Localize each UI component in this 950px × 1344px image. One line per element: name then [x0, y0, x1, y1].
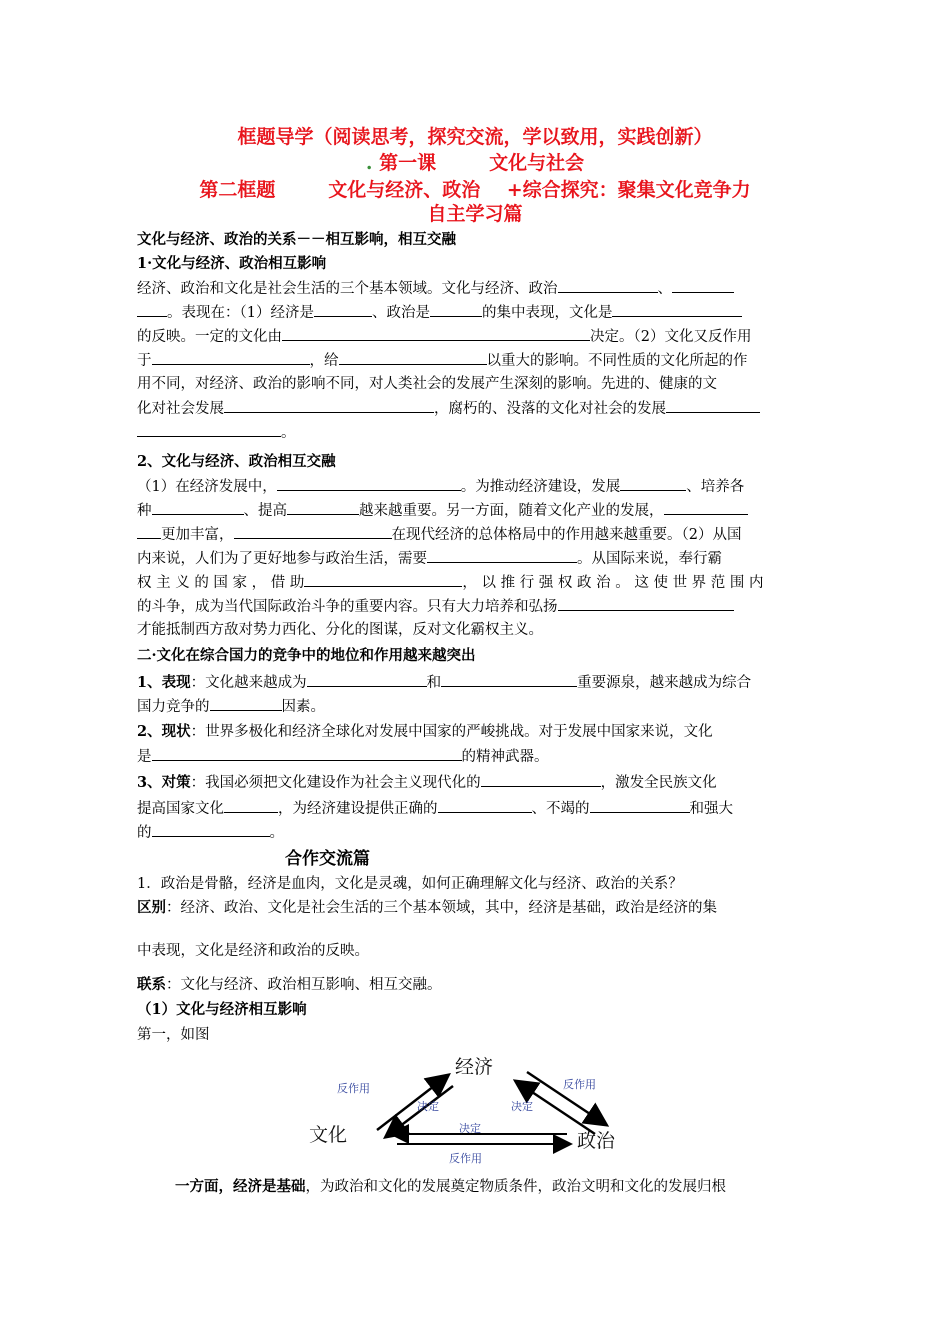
text-span: 国力竞争的: [137, 699, 210, 715]
text-span: 的精神武器。: [461, 749, 549, 765]
label-reaction-right: 反作用: [563, 1078, 596, 1091]
text-span: 和强大: [689, 801, 733, 817]
fill-blank[interactable]: [234, 524, 392, 539]
text-span: 提高国家文化: [137, 801, 224, 817]
paragraph-line: 用不同，对经济、政治的影响不同，对人类社会的发展产生深刻的影响。先进的、健康的文: [137, 376, 717, 392]
fill-blank[interactable]: [438, 798, 532, 813]
text-span: ：世界多极化和经济全球化对发展中国家的严峻挑战。对于发展中国家来说，文化: [190, 724, 713, 740]
text-span: 是: [137, 749, 152, 765]
text-span: ：文化越来越成为: [190, 675, 307, 691]
paragraph-line: [137, 746, 817, 767]
text-span: 的: [137, 825, 152, 841]
text-span: 、: [657, 281, 672, 297]
text-span: 和: [426, 675, 442, 691]
title-line-3: 第二框题 文化与经济、政治 +综合探究：聚集文化竞争力: [199, 179, 751, 201]
fill-blank[interactable]: [590, 798, 690, 813]
text-span: ，为经济建设提供正确的: [278, 801, 438, 817]
fill-blank[interactable]: [664, 500, 748, 515]
paragraph-line: [137, 772, 817, 793]
label: 区别: [137, 899, 166, 916]
paragraph-line: [137, 975, 817, 995]
paragraph-line: [137, 302, 817, 323]
text-span: 。为推动经济建设，发展: [460, 479, 621, 495]
text-span: ，为政治和文化的发展奠定物质条件，政治文明和文化的发展归根: [305, 1179, 726, 1195]
node-politics: 政治: [577, 1130, 616, 1152]
section-title-self-study: 自主学习篇: [427, 203, 523, 225]
fill-blank[interactable]: [339, 350, 487, 365]
fill-blank[interactable]: [558, 596, 734, 611]
paragraph-line: [175, 1177, 855, 1197]
text-span: ：文化与经济、政治相互影响、相互交融。: [166, 977, 442, 993]
fill-blank[interactable]: [277, 476, 461, 491]
text-span: 更加丰富，: [161, 527, 234, 543]
paragraph-line: [137, 548, 817, 569]
subheading-culture-economy: （1）文化与经济相互影响: [137, 1001, 307, 1018]
text-span: ，激发全民族文化: [600, 775, 717, 791]
text-span: 在现代经济的总体格局中的作用越来越重要。（2）从国: [391, 527, 742, 543]
paragraph-line: [137, 476, 817, 497]
label-reaction-left: 反作用: [337, 1082, 370, 1095]
paragraph-line: [137, 278, 817, 299]
text-span: 内来说，人们为了更好地参与政治生活，需要: [137, 551, 427, 567]
paragraph-line: [137, 898, 817, 918]
text-span: 的斗争，成为当代国际政治斗争的重要内容。只有大力培养和弘扬: [137, 599, 558, 615]
text-span: 的反映。一定的文化由: [137, 329, 282, 345]
label: 2、现状: [137, 723, 191, 740]
text-span: 重要源泉，越来越成为综合: [577, 675, 752, 691]
text-span: 的集中表现，文化是: [481, 305, 613, 321]
label-decide-right: 决定: [511, 1100, 533, 1113]
fill-blank[interactable]: [304, 572, 462, 587]
node-economy: 经济: [455, 1056, 494, 1078]
subheading-1: 1·文化与经济、政治相互影响: [137, 255, 327, 272]
fill-blank[interactable]: [282, 326, 590, 341]
label-decide-left: 决定: [417, 1100, 439, 1113]
paragraph-line: [137, 822, 817, 843]
fill-blank[interactable]: [620, 476, 686, 491]
fill-blank[interactable]: [152, 350, 310, 365]
text-span: 权 主 义 的 国 家 ， 借 助: [137, 575, 305, 591]
title-dot: .: [365, 152, 373, 174]
fill-blank[interactable]: [137, 524, 161, 539]
text-span: 化对社会发展: [137, 401, 224, 417]
text-span: ， 以 推 行 强 权 政 治 。 这 使 世 界 范 围 内: [462, 575, 764, 591]
paragraph-line: [137, 696, 817, 717]
fill-blank[interactable]: [287, 500, 359, 515]
relationship-diagram: [305, 1050, 645, 1166]
paragraph-line: 第一，如图: [137, 1027, 210, 1043]
text-span: ，腐朽的、没落的文化对社会的发展: [434, 401, 666, 417]
fill-blank[interactable]: [152, 500, 244, 515]
text-span: 、不竭的: [531, 801, 590, 817]
fill-blank[interactable]: [152, 822, 270, 837]
label: 3、对策: [137, 774, 191, 791]
text-span: 。: [269, 825, 284, 841]
fill-blank[interactable]: [152, 746, 462, 761]
text-span: ，给: [309, 353, 339, 369]
paragraph-line: [137, 524, 817, 545]
fill-blank[interactable]: [307, 672, 427, 687]
fill-blank[interactable]: [224, 398, 434, 413]
label: 联系: [137, 976, 166, 993]
fill-blank[interactable]: [427, 548, 577, 563]
paragraph-line: [137, 350, 817, 371]
fill-blank[interactable]: [612, 302, 742, 317]
text-span: 、政治是: [371, 305, 430, 321]
text-span: 。表现在：（1）经济是: [167, 305, 314, 321]
text-span: 一方面，经济是基础: [175, 1178, 306, 1195]
title-line-2: [0, 150, 950, 176]
title-line-1: 框题导学（阅读思考，探究交流，学以致用，实践创新）: [237, 126, 713, 148]
text-span: 。从国际来说，奉行霸: [577, 551, 722, 567]
text-span: 、培养各: [686, 479, 745, 495]
text-span: ：我国必须把文化建设作为社会主义现代化的: [190, 775, 481, 791]
fill-blank[interactable]: [672, 278, 734, 293]
text-span: 。: [281, 425, 296, 441]
paragraph-line: 才能抵制西方敌对势力西化、分化的图谋，反对文化霸权主义。: [137, 622, 543, 638]
paragraph-line: 中表现，文化是经济和政治的反映。: [137, 943, 369, 959]
label: 1、表现: [137, 674, 191, 691]
text-span: 种: [137, 503, 152, 519]
question-1: 1．政治是骨骼，经济是血肉，文化是灵魂，如何正确理解文化与经济、政治的关系？: [137, 876, 683, 892]
paragraph-line: [137, 672, 817, 693]
fill-blank[interactable]: [666, 398, 760, 413]
text-span: 、提高: [243, 503, 287, 519]
paragraph-line: [137, 596, 817, 617]
fill-blank[interactable]: [441, 672, 577, 687]
lesson-title: 第一课 文化与社会: [379, 152, 585, 174]
paragraph-line: [137, 326, 817, 347]
fill-blank[interactable]: [314, 302, 372, 317]
paragraph-line: [137, 398, 817, 419]
fill-blank[interactable]: [210, 696, 282, 711]
paragraph-line: [137, 798, 817, 819]
paragraph-line: [137, 722, 817, 742]
text-span: 以重大的影响。不同性质的文化所起的作: [486, 353, 748, 369]
section-title-cooperation: 合作交流篇: [285, 849, 370, 869]
paragraph-line: [137, 422, 817, 443]
text-span: 经济、政治和文化是社会生活的三个基本领域。文化与经济、政治: [137, 281, 558, 297]
section-heading-2: 二·文化在综合国力的竞争中的地位和作用越来越突出: [137, 647, 476, 664]
text-span: 越来越重要。另一方面，随着文化产业的发展，: [359, 503, 664, 519]
text-span: 于: [137, 353, 152, 369]
fill-blank[interactable]: [224, 798, 278, 813]
subheading-2: 2、文化与经济、政治相互交融: [137, 453, 336, 470]
section-heading: 文化与经济、政治的关系－－相互影响，相互交融: [137, 231, 456, 248]
fill-blank[interactable]: [558, 278, 658, 293]
fill-blank[interactable]: [137, 422, 281, 437]
node-culture: 文化: [309, 1124, 348, 1146]
paragraph-line: [137, 500, 817, 521]
fill-blank[interactable]: [137, 302, 167, 317]
text-span: （1）在经济发展中，: [137, 479, 277, 495]
label-reaction-bottom: 反作用: [449, 1152, 482, 1165]
fill-blank[interactable]: [430, 302, 482, 317]
fill-blank[interactable]: [481, 772, 601, 787]
text-span: 因素。: [281, 699, 325, 715]
paragraph-line: [137, 572, 817, 593]
label-decide-bottom: 决定: [459, 1122, 481, 1135]
text-span: ：经济、政治、文化是社会生活的三个基本领域，其中，经济是基础，政治是经济的集: [166, 900, 717, 916]
text-span: 决定。（2）文化又反作用: [590, 329, 752, 345]
